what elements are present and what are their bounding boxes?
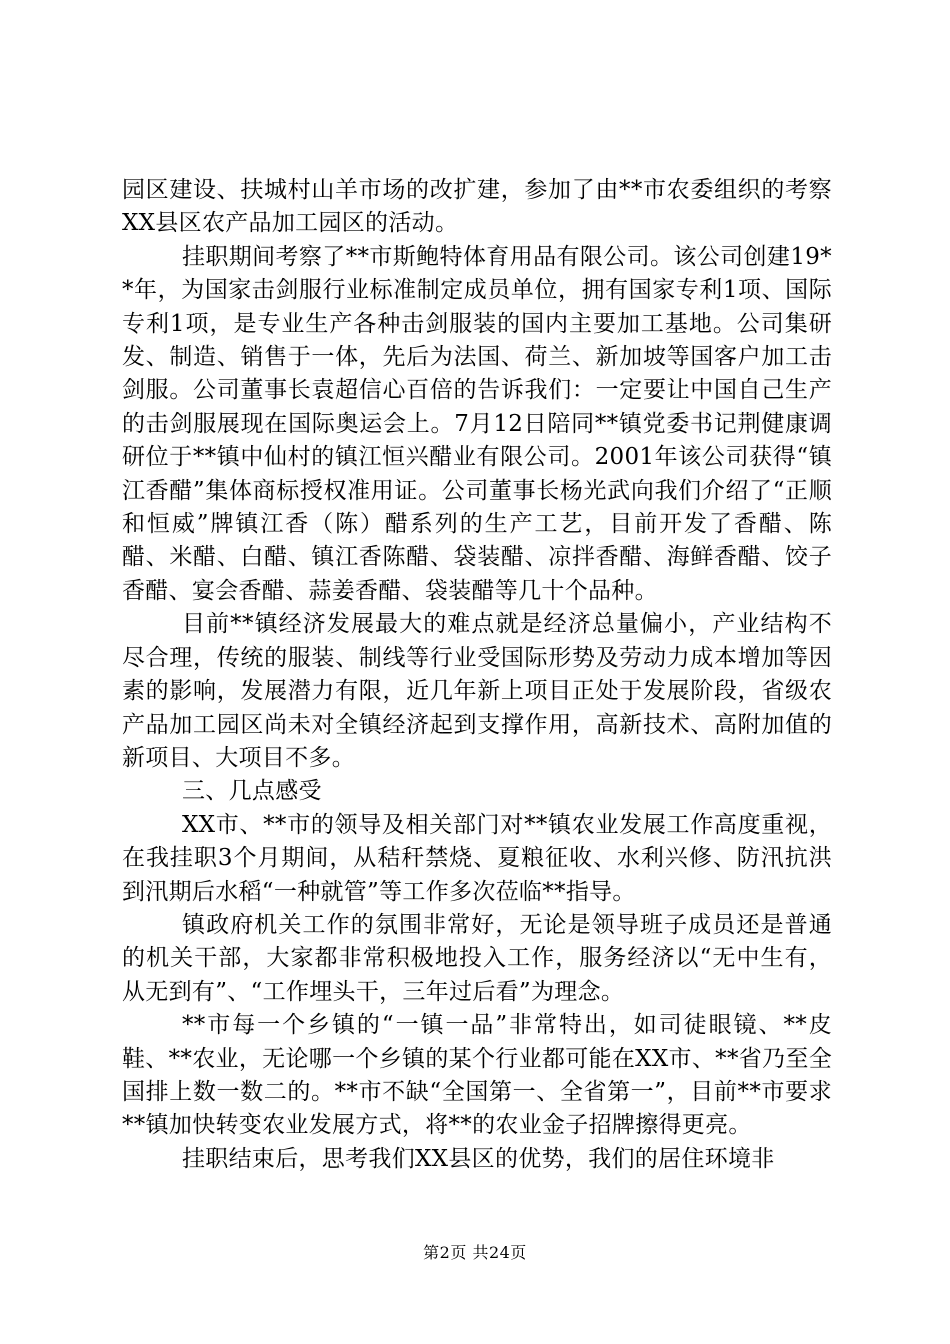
paragraph: 镇政府机关工作的氛围非常好，无论是领导班子成员还是普通的机关干部，大家都非常积极地投入工作，服务经济以“无中生有，从无到有”、“工作埋头干，三年过后看”为理念。 — [122, 911, 832, 1005]
paragraph: 目前**镇经济发展最大的难点就是经济总量偏小，产业结构不尽合理，传统的服装、制线等行业受国际形势及劳动力成本增加等因素的影响，发展潜力有限，近几年新上项目正处于发展阶段，省级农产品加工园区尚未对全镇经济起到支撑作用，高新技术、高附加值的新项目、大项目不多。 — [122, 611, 832, 771]
paragraph: 园区建设、扶城村山羊市场的改扩建，参加了由**市农委组织的考察XX县区农产品加工园区的活动。 — [122, 177, 832, 237]
page-number-footer: 第2页 共24页 — [423, 1243, 527, 1262]
section-heading: 三、几点感受 — [182, 778, 322, 805]
paragraph: 挂职期间考察了**市斯鲍特体育用品有限公司。该公司创建19**年，为国家击剑服行业标准制定成员单位，拥有国家专利1项、国际专利1项，是专业生产各种击剑服装的国内主要加工基地。公司集研发、制造、销售于一体，先后为法国、荷兰、新加坡等国客户加工击剑服。公司董事长袁超信心百倍的告诉我们：一定要让中国自己生产的击剑服展现在国际奥运会上。7月12日陪同**镇党委书记荆健康调研位于**镇中仙村的镇江恒兴醋业有限公司。2001年该公司获得“镇江香醋”集体商标授权准用证。公司董事长杨光武向我们介绍了“正顺和恒威”牌镇江香（陈）醋系列的生产工艺，目前开发了香醋、陈醋、米醋、白醋、镇江香陈醋、袋装醋、凉拌香醋、海鲜香醋、饺子香醋、宴会香醋、蒜姜香醋、袋装醋等几十个品种。 — [122, 243, 832, 604]
document-body — [122, 174, 832, 1176]
paragraph: 挂职结束后，思考我们XX县区的优势，我们的居住环境非 — [182, 1145, 775, 1172]
paragraph: **市每一个乡镇的“一镇一品”非常特出，如司徒眼镜、**皮鞋、**农业，无论哪一个乡镇的某个行业都可能在XX市、**省乃至全国排上数一数二的。**市不缺“全国第一、全省第一”，目前**市要求**镇加快转变农业发展方式，将**的农业金子招牌擦得更亮。 — [122, 1012, 832, 1139]
paragraph: XX市、**市的领导及相关部门对**镇农业发展工作高度重视，在我挂职3个月期间，从秸秆禁烧、夏粮征收、水利兴修、防汛抗洪到汛期后水稻“一种就管”等工作多次莅临**指导。 — [122, 811, 832, 905]
